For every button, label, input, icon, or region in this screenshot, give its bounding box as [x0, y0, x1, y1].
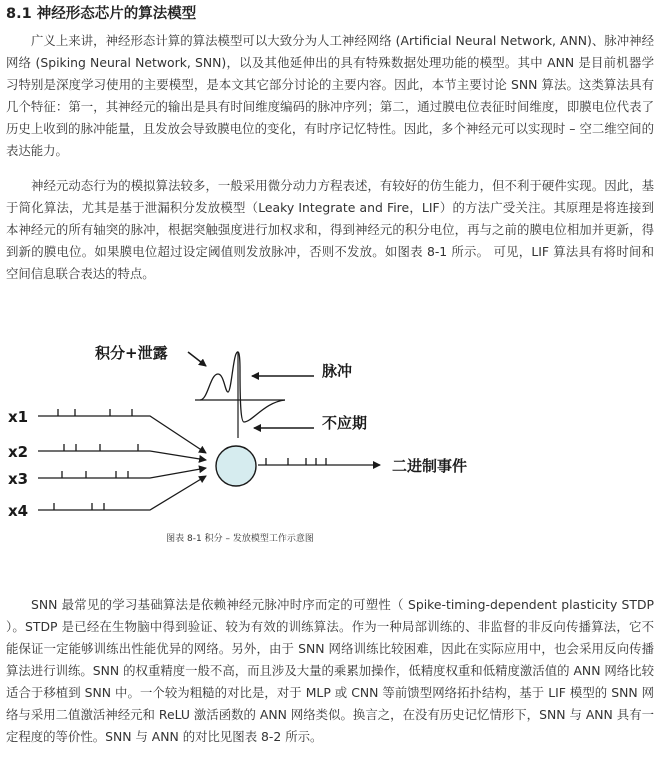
input-spikes-x4: [54, 503, 104, 510]
spike-label: 脉冲: [322, 362, 353, 380]
integrate-leak-label: 积分+泄露: [95, 344, 168, 362]
paragraph-lif: 神经元动态行为的模拟算法较多，一般采用微分动力方程表述，有较好的仿生能力，但不利于硬件实现。因此，基于简化算法，尤其是基于泄漏积分发放模型（Leaky Integrate and Fire，LIF）的方法广受关注。其原理是将连接到本神经元的所有轴突的脉冲，根据突触强度进行加权求和，得到神经元的积分电位，再与之前的膜电位相加并更新，得到新的膜电位。如果膜电位超过设定阈值则发放脉冲，否则不发放。如图表 8-1 所示。 可见，LIF 算法具有将时间和空间信息联合表达的特点。: [6, 178, 654, 281]
input-axon-x1: [38, 416, 206, 453]
input-label-x4: x4: [8, 502, 29, 520]
paragraph-intro: 广义上来讲，神经形态计算的算法模型可以大致分为人工神经网络 (Artificial Neural Network, ANN)、脉冲神经网络 (Spiking Neural Network, SNN)，以及其他延伸出的具有特殊数据处理功能的模型。其中 ANN 是目前机器学习特别是深度学习使用的主要模型，是本文其它部分讨论的主要内容。因此，本节主要讨论 SNN 算法。这类算法具有几个特征：第一，其神经元的输出是具有时间维度编码的脉冲序列；第二，通过膜电位表征时间维度，即膜电位代表了历史上收到的脉冲能量，且发放会导致膜电位的变化，有时序记忆特性。因此，多个神经元可以实现时 – 空二维空间的表达能力。: [6, 33, 654, 158]
refractory-label: 不应期: [322, 414, 368, 432]
input-label-x3: x3: [8, 470, 29, 488]
input-spikes-x3: [62, 471, 128, 478]
binary-event-label: 二进制事件: [392, 457, 468, 475]
figure-caption: 图表 8-1 积分 – 发放模型工作示意图: [166, 534, 314, 544]
integrate-leak-pointer: [188, 352, 206, 366]
input-axon-x4: [38, 476, 206, 510]
membrane-potential-curve: [200, 352, 285, 422]
input-label-x2: x2: [8, 443, 29, 461]
input-axon-x2: [38, 451, 206, 460]
section-title: 8.1 神经形态芯片的算法模型: [6, 6, 197, 22]
input-axon-x3: [38, 468, 206, 478]
input-spikes-x2: [64, 444, 138, 451]
neuron-soma: [216, 446, 256, 486]
output-spikes: [266, 458, 326, 465]
input-spikes-x1: [58, 409, 132, 416]
lif-model-figure: [0, 330, 664, 560]
input-label-x1: x1: [8, 408, 29, 426]
paragraph-stdp: SNN 最常见的学习基础算法是依赖神经元脉冲时序而定的可塑性（ Spike-timing-dependent plasticity STDP ）。STDP 是已经在生物脑中得到验证、较为有效的训练算法。作为一种局部训练的、非监督的非反向传播算法，它不能保证一定能够训练出性能优异的网络。另外，由于 SNN 网络训练比较困难，因此在实际应用中，也会采用反向传播算法进行训练。SNN 的权重精度一般不高，而且涉及大量的乘累加操作，低精度权重和低精度激活值的 ANN 网络比较适合于移植到 SNN 中。一个较为粗糙的对比是，对于 MLP 或 CNN 等前馈型网络拓扑结构，基于 LIF 模型的 SNN 网络与采用二值激活神经元和 ReLU 激活函数的 ANN 网络类似。换言之，在没有历史记忆情形下，SNN 与 ANN 具有一定程度的等价性。SNN 与 ANN 的对比见图表 8-2 所示。: [6, 597, 654, 744]
